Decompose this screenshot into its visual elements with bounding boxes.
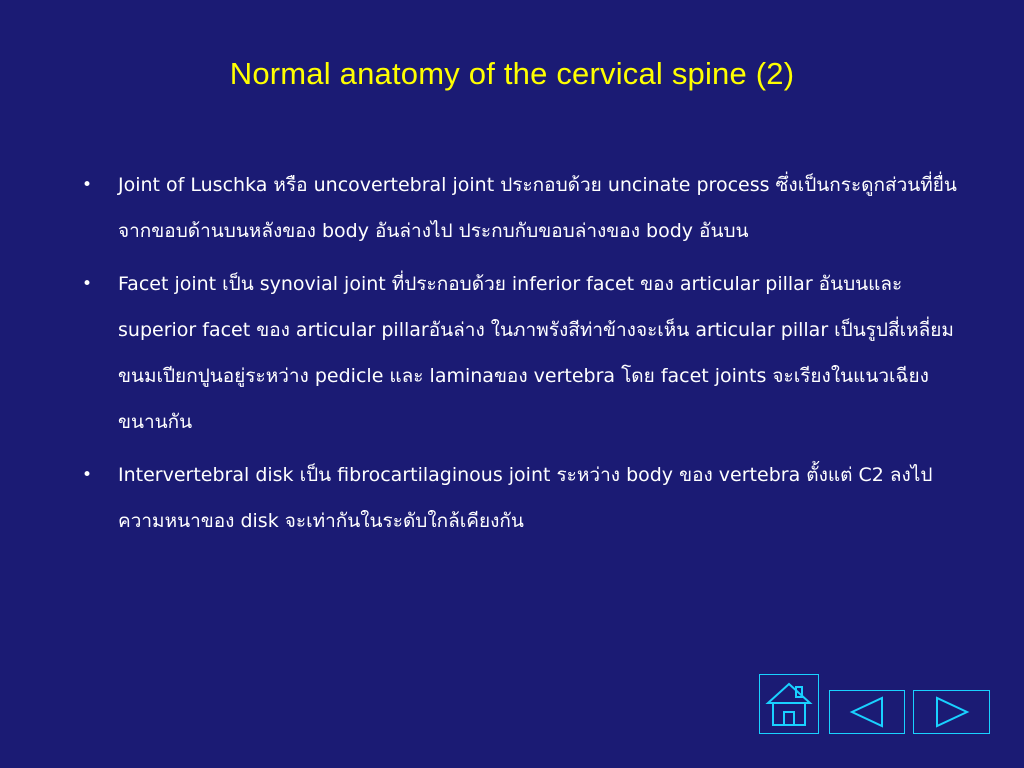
triangle-left-icon — [830, 691, 904, 733]
bullet-item — [80, 452, 970, 544]
bullet-text: Facet joint เป็น synovial joint ที่ประกอบด้วย inferior facet ของ articular pillar อันบนและ superior facet ของ articular pillarอันล่าง ในภาพรังสีท่าข้างจะเห็น articular pillar เป็นรูปสี่เหลี่ยมขนมเปียกปูนอยู่ระหว่าง pedicle และ laminaของ vertebra โดย facet joints จะเรียงในแนวเฉียงขนานกัน — [118, 273, 954, 433]
slide-title: Normal anatomy of the cervical spine (2) — [229, 56, 795, 91]
bullet-list — [80, 162, 970, 551]
bullet-item — [80, 162, 970, 254]
home-icon — [760, 675, 818, 733]
bullet-marker: • — [82, 274, 93, 294]
bullet-text: Intervertebral disk เป็น fibrocartilaginous joint ระหว่าง body ของ vertebra ตั้งแต่ C2 ลงไป ความหนาของ disk จะเท่ากันในระดับใกล้เคียงกัน — [118, 464, 933, 532]
bullet-item — [80, 261, 970, 445]
bullet-marker: • — [82, 465, 93, 485]
next-button[interactable] — [913, 690, 990, 734]
home-button[interactable] — [759, 674, 819, 734]
bullet-text: Joint of Luschka หรือ uncovertebral joint ประกอบด้วย uncinate process ซึ่งเป็นกระดูกส่วนที่ยื่นจากขอบด้านบนหลังของ body อันล่างไป ประกบกับขอบล่างของ body อันบน — [118, 174, 957, 242]
previous-button[interactable] — [829, 690, 905, 734]
triangle-right-icon — [914, 691, 989, 733]
bullet-marker: • — [82, 175, 93, 195]
